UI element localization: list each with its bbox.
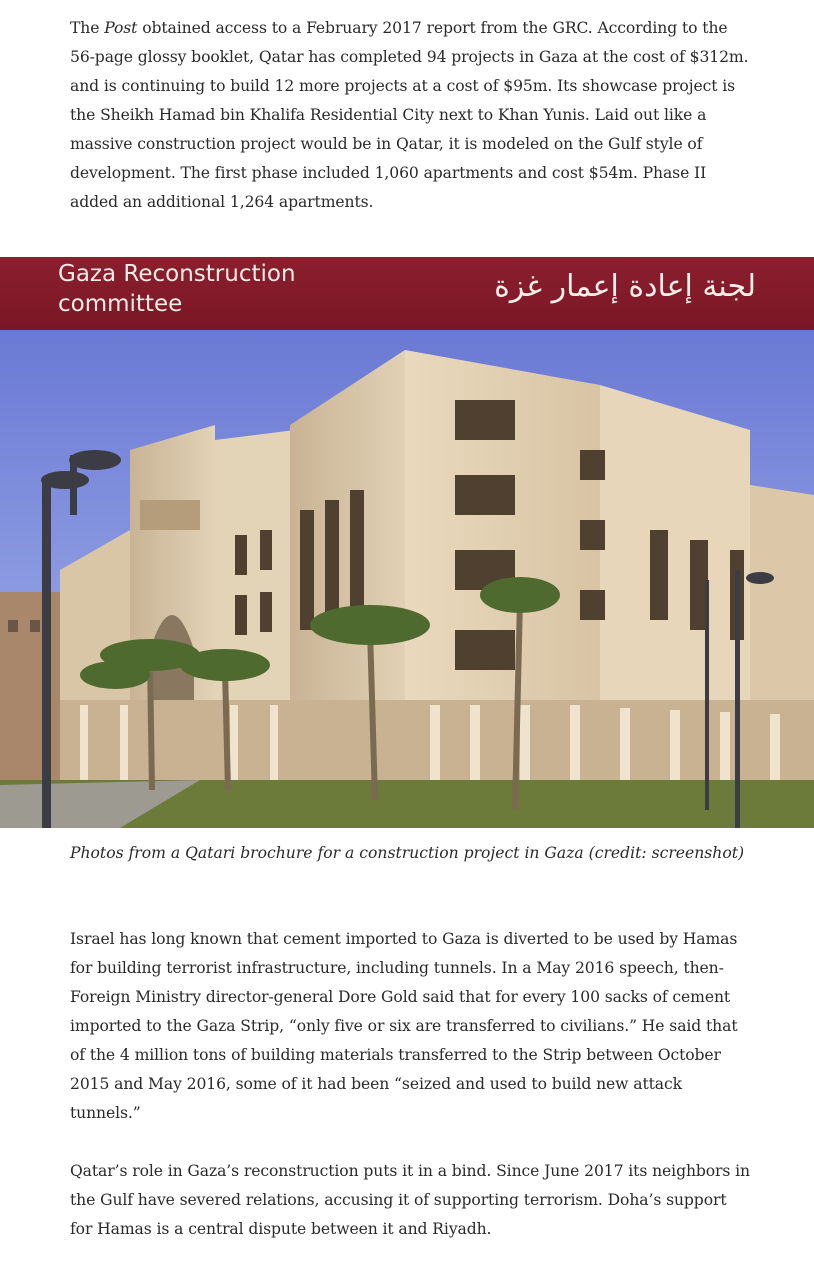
post-emphasis: Post bbox=[104, 19, 138, 37]
brochure-figure bbox=[0, 257, 814, 828]
building-photo bbox=[0, 330, 814, 828]
paragraph-1 bbox=[70, 14, 750, 217]
brochure-banner bbox=[0, 257, 814, 330]
paragraph-1-text: obtained access to a February 2017 report from the GRC. According to the 56-page glossy booklet, Qatar has completed 94 projects in Gaza at the cost of $312m. and is continuing to build 12 more projects at a cost of $95m. Its showcase project is the Sheikh Hamad bin Khalifa Residential City next to Khan Yunis. Laid out like a massive construction project would be in Qatar, it is modeled on the Gulf style of development. The first phase included 1,060 apartments and cost $54m. Phase II added an additional 1,264 apartments. bbox=[70, 19, 749, 211]
banner-title-english: Gaza Reconstruction committee bbox=[58, 261, 296, 317]
paragraph-3: Qatar’s role in Gaza’s reconstruction puts it in a bind. Since June 2017 its neighbors in the Gulf have severed relations, accusing it of supporting terrorism. Doha’s support for Hamas is a central dispute between it and Riyadh. bbox=[70, 1162, 751, 1238]
paragraph-2: Israel has long known that cement imported to Gaza is diverted to be used by Hamas for building terrorist infrastructure, including tunnels. In a May 2016 speech, then-Foreign Ministry director-general Dore Gold said that for every 100 sacks of cement imported to the Gaza Strip, “only five or six are transferred to civilians.” He said that of the 4 million tons of building materials transferred to the Strip between October 2015 and May 2016, some of it had been “seized and used to build new attack tunnels.” bbox=[70, 930, 738, 1122]
paragraph-1-lead: The bbox=[70, 19, 105, 37]
banner-title-arabic: لجنة إعادة إعمار غزة bbox=[494, 269, 756, 304]
figure-caption: Photos from a Qatari brochure for a construction project in Gaza (credit: screenshot) bbox=[70, 844, 745, 862]
